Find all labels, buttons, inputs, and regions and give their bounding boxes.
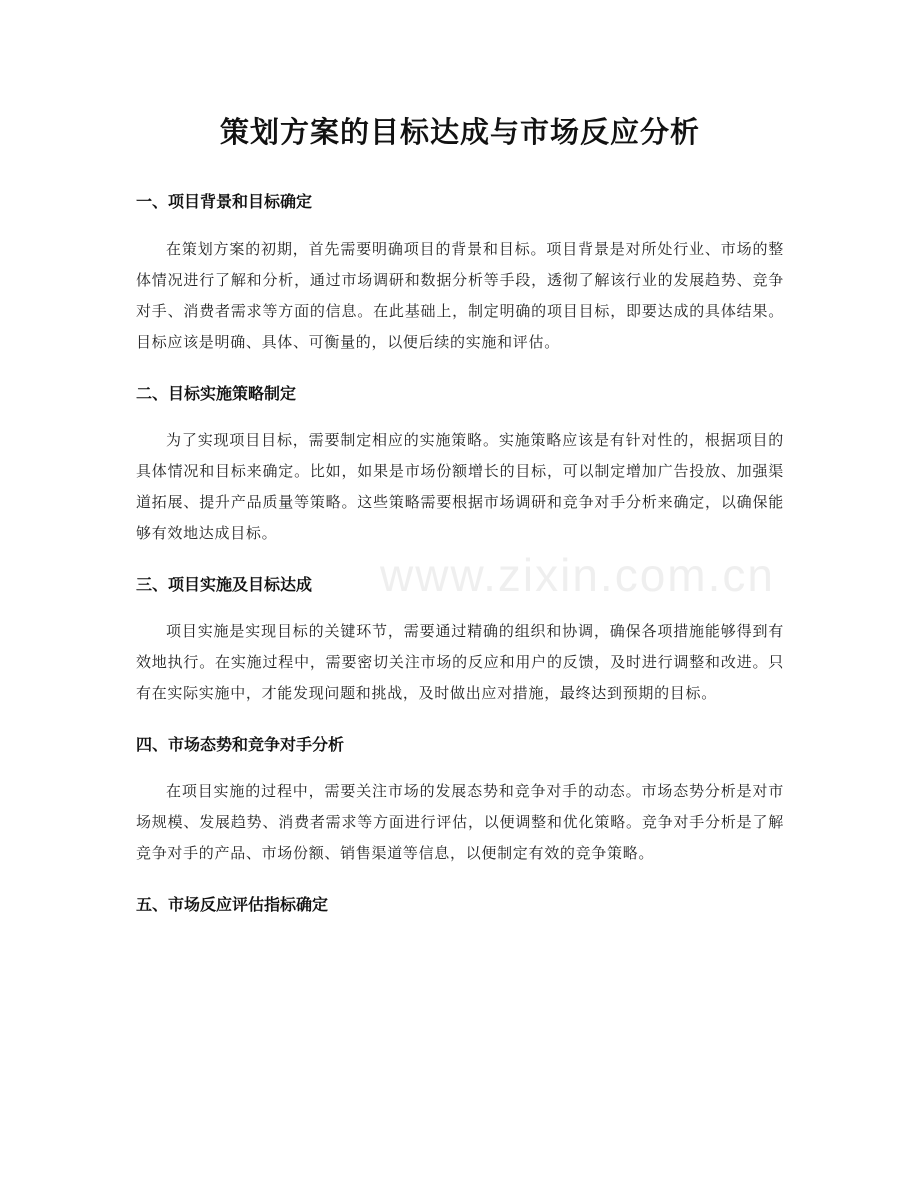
section-heading: 二、目标实施策略制定 bbox=[136, 384, 297, 403]
section-heading: 三、项目实施及目标达成 bbox=[136, 575, 313, 594]
section-paragraph: 在策划方案的初期，首先需要明确项目的背景和目标。项目背景是对所处行业、市场的整体情况进行了解和分析，通过市场调研和数据分析等手段，透彻了解该行业的发展趋势、竞争对手、消费者需求等方面的信息。在此基础上，制定明确的项目目标，即要达成的具体结果。目标应该是明确、具体、可衡量的，以便后续的实施和评估。 bbox=[136, 240, 784, 351]
section-project-execution bbox=[136, 573, 784, 709]
section-market-response-metrics bbox=[136, 893, 784, 917]
section-heading: 四、市场态势和竞争对手分析 bbox=[136, 735, 345, 754]
section-heading: 五、市场反应评估指标确定 bbox=[136, 895, 329, 914]
section-paragraph: 为了实现项目目标，需要制定相应的实施策略。实施策略应该是有针对性的，根据项目的具体情况和目标来确定。比如，如果是市场份额增长的目标，可以制定增加广告投放、加强渠道拓展、提升产品质量等策略。这些策略需要根据市场调研和竞争对手分析来确定，以确保能够有效地达成目标。 bbox=[136, 431, 784, 542]
section-paragraph: 项目实施是实现目标的关键环节，需要通过精确的组织和协调，确保各项措施能够得到有效地执行。在实施过程中，需要密切关注市场的反应和用户的反馈，及时进行调整和改进。只有在实际实施中，才能发现问题和挑战，及时做出应对措施，最终达到预期的目标。 bbox=[136, 622, 784, 702]
section-market-competitor-analysis bbox=[136, 733, 784, 869]
section-implementation-strategy bbox=[136, 382, 784, 549]
watermark: www.zixin.com.cn bbox=[380, 549, 775, 601]
document-title: 策划方案的目标达成与市场反应分析 bbox=[219, 115, 700, 149]
section-heading: 一、项目背景和目标确定 bbox=[136, 192, 313, 211]
section-paragraph: 在项目实施的过程中，需要关注市场的发展态势和竞争对手的动态。市场态势分析是对市场规模、发展趋势、消费者需求等方面进行评估，以便调整和优化策略。竞争对手分析是了解竞争对手的产品、市场份额、销售渠道等信息，以便制定有效的竞争策略。 bbox=[136, 782, 784, 862]
section-project-background bbox=[136, 190, 784, 358]
